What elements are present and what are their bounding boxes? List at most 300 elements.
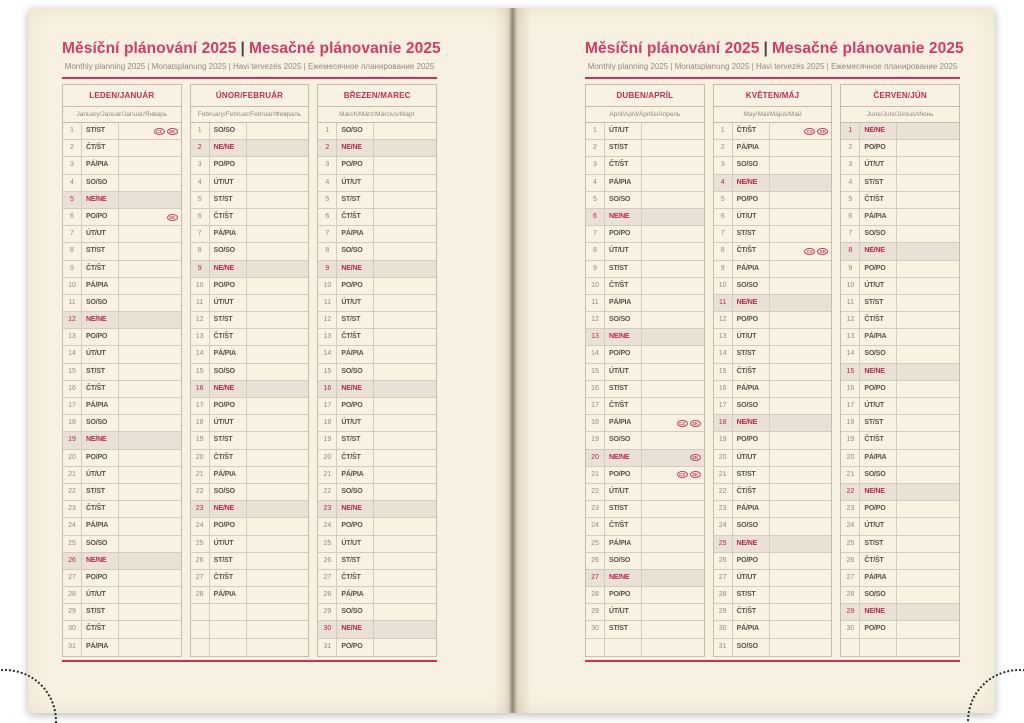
- day-number: 22: [586, 484, 605, 500]
- day-notes-cell: [642, 209, 704, 225]
- day-row: [318, 278, 436, 295]
- day-row: [586, 278, 704, 295]
- day-abbrev: ČT/ŠT: [210, 209, 247, 225]
- day-row: [586, 261, 704, 278]
- day-abbrev: PÁ/PIA: [82, 157, 119, 173]
- day-row: [63, 346, 181, 363]
- day-number: 5: [586, 192, 605, 208]
- day-abbrev: ČT/ŠT: [210, 570, 247, 586]
- day-number: 2: [191, 140, 210, 156]
- day-notes-cell: [642, 123, 704, 139]
- day-notes-cell: [119, 432, 181, 448]
- day-number: 2: [318, 140, 337, 156]
- day-notes-cell: [642, 346, 704, 362]
- day-number: 25: [191, 536, 210, 552]
- day-row: [63, 261, 181, 278]
- day-notes-cell: [770, 415, 832, 431]
- day-row: [191, 295, 309, 312]
- day-notes-cell: [642, 261, 704, 277]
- day-notes-cell: [119, 398, 181, 414]
- day-notes-cell: [119, 157, 181, 173]
- day-abbrev: SO/SO: [733, 518, 770, 534]
- day-abbrev: PÁ/PIA: [860, 570, 897, 586]
- day-abbrev: PÁ/PIA: [605, 175, 642, 191]
- months-row-left: [62, 84, 437, 657]
- day-number: 27: [63, 570, 82, 586]
- day-notes-cell: [642, 295, 704, 311]
- day-row: [586, 192, 704, 209]
- day-number: 17: [586, 398, 605, 414]
- day-notes-cell: [642, 501, 704, 517]
- day-row: [191, 278, 309, 295]
- day-notes-cell: [897, 604, 959, 620]
- day-notes-cell: [119, 175, 181, 191]
- day-number: 26: [714, 553, 733, 569]
- day-notes-cell: [247, 312, 309, 328]
- day-notes-cell: [770, 553, 832, 569]
- day-row-sunday: [191, 501, 309, 518]
- day-number: 23: [714, 501, 733, 517]
- day-row: [191, 570, 309, 587]
- day-number: 23: [318, 501, 337, 517]
- day-abbrev: [605, 639, 642, 656]
- day-abbrev: PÁ/PIA: [733, 621, 770, 637]
- day-abbrev: NE/NE: [337, 621, 374, 637]
- day-abbrev: ÚT/UT: [210, 175, 247, 191]
- day-abbrev: ÚT/UT: [337, 175, 374, 191]
- day-notes-cell: [897, 467, 959, 483]
- day-abbrev: NE/NE: [605, 329, 642, 345]
- day-row: [191, 415, 309, 432]
- month-name: ÚNOR/FEBRUÁR: [191, 85, 309, 107]
- day-number: 28: [586, 587, 605, 603]
- day-number: 31: [63, 639, 82, 656]
- day-number: 29: [318, 604, 337, 620]
- day-abbrev: ÚT/UT: [860, 518, 897, 534]
- page-title-czech: Měsíční plánování 2025: [585, 40, 760, 57]
- day-row: [63, 226, 181, 243]
- day-row: [714, 553, 832, 570]
- day-row: [191, 243, 309, 260]
- day-notes-cell: [119, 639, 181, 656]
- day-number: 4: [191, 175, 210, 191]
- page-title: [62, 40, 441, 58]
- day-notes-cell: [374, 604, 436, 620]
- day-row: [841, 346, 959, 363]
- top-rule: [585, 77, 960, 79]
- day-number: 14: [191, 346, 210, 362]
- day-row: [586, 536, 704, 553]
- day-abbrev: SO/SO: [605, 553, 642, 569]
- day-notes-cell: [374, 364, 436, 380]
- day-notes-cell: [119, 192, 181, 208]
- day-abbrev: ST/ST: [82, 123, 119, 139]
- day-abbrev: ČT/ŠT: [337, 209, 374, 225]
- day-abbrev: NE/NE: [210, 261, 247, 277]
- day-abbrev: PO/PO: [605, 587, 642, 603]
- day-number: 10: [191, 278, 210, 294]
- day-row-sunday: [63, 312, 181, 329]
- day-notes-cell: [247, 295, 309, 311]
- day-row: [191, 536, 309, 553]
- day-abbrev: SO/SO: [605, 432, 642, 448]
- day-abbrev: ST/ST: [605, 261, 642, 277]
- day-row: [191, 518, 309, 535]
- day-number: 22: [841, 484, 860, 500]
- day-abbrev: ČT/ŠT: [733, 243, 770, 259]
- day-abbrev: ÚT/UT: [337, 295, 374, 311]
- day-row: [63, 123, 181, 140]
- day-abbrev: ST/ST: [605, 621, 642, 637]
- day-notes-cell: [770, 295, 832, 311]
- day-row: [63, 570, 181, 587]
- top-rule: [62, 77, 437, 79]
- day-number: 1: [191, 123, 210, 139]
- day-abbrev: ÚT/UT: [860, 398, 897, 414]
- page-title-czech: Měsíční plánování 2025: [62, 40, 237, 57]
- day-row: [63, 175, 181, 192]
- day-row: [63, 209, 181, 226]
- day-abbrev: ST/ST: [82, 604, 119, 620]
- day-abbrev: SO/SO: [860, 226, 897, 242]
- day-number: 5: [318, 192, 337, 208]
- day-notes-cell: [247, 484, 309, 500]
- day-row: [191, 312, 309, 329]
- day-abbrev: ST/ST: [860, 175, 897, 191]
- day-notes-cell: [119, 415, 181, 431]
- day-row: [318, 415, 436, 432]
- day-abbrev: PO/PO: [337, 157, 374, 173]
- day-abbrev: ST/ST: [210, 192, 247, 208]
- day-abbrev: SO/SO: [733, 278, 770, 294]
- day-row: [714, 432, 832, 449]
- day-abbrev: PÁ/PIA: [337, 226, 374, 242]
- day-row: [191, 175, 309, 192]
- day-notes-cell: [374, 278, 436, 294]
- day-abbrev: ČT/ŠT: [337, 329, 374, 345]
- day-notes-cell: [374, 312, 436, 328]
- day-abbrev: SO/SO: [82, 175, 119, 191]
- day-row: [586, 415, 704, 432]
- day-notes-cell: [119, 243, 181, 259]
- day-row: [191, 639, 309, 656]
- day-abbrev: ČT/ŠT: [860, 432, 897, 448]
- day-number: 13: [714, 329, 733, 345]
- day-notes-cell: [897, 157, 959, 173]
- day-number: 27: [318, 570, 337, 586]
- day-notes-cell: [247, 209, 309, 225]
- day-notes-cell: [247, 123, 309, 139]
- day-number: 4: [318, 175, 337, 191]
- day-number: 15: [191, 364, 210, 380]
- day-number: 11: [318, 295, 337, 311]
- holiday-cz-icon: CZ: [677, 471, 688, 478]
- day-abbrev: PÁ/PIA: [733, 381, 770, 397]
- day-number: 7: [714, 226, 733, 242]
- day-row: [714, 209, 832, 226]
- day-row: [586, 295, 704, 312]
- day-notes-cell: [770, 639, 832, 656]
- day-notes-cell: [374, 329, 436, 345]
- day-abbrev: PO/PO: [210, 398, 247, 414]
- day-row: [714, 226, 832, 243]
- day-number: 11: [191, 295, 210, 311]
- day-notes-cell: [642, 157, 704, 173]
- day-row: [63, 484, 181, 501]
- day-number: 5: [714, 192, 733, 208]
- day-notes-cell: [374, 432, 436, 448]
- day-number: 2: [63, 140, 82, 156]
- day-number: 4: [63, 175, 82, 191]
- day-notes-cell: [247, 570, 309, 586]
- day-number: 19: [63, 432, 82, 448]
- day-abbrev: ČT/ŠT: [860, 192, 897, 208]
- day-notes-cell: [770, 381, 832, 397]
- day-row: [586, 621, 704, 638]
- day-abbrev: ČT/ŠT: [337, 570, 374, 586]
- day-notes-cell: [770, 123, 832, 139]
- day-number: 8: [586, 243, 605, 259]
- day-number: 11: [63, 295, 82, 311]
- day-notes-cell: [897, 364, 959, 380]
- day-notes-cell: [247, 157, 309, 173]
- day-abbrev: ÚT/UT: [210, 536, 247, 552]
- day-row: [63, 536, 181, 553]
- day-abbrev: SO/SO: [210, 123, 247, 139]
- day-number: 26: [63, 553, 82, 569]
- day-notes-cell: [770, 604, 832, 620]
- day-row: [714, 312, 832, 329]
- day-row: [191, 604, 309, 621]
- day-row-sunday: [714, 295, 832, 312]
- day-abbrev: ST/ST: [337, 432, 374, 448]
- day-number: 19: [318, 432, 337, 448]
- day-abbrev: SO/SO: [605, 192, 642, 208]
- day-row: [714, 484, 832, 501]
- day-notes-cell: [642, 329, 704, 345]
- day-row-sunday: [191, 381, 309, 398]
- day-abbrev: NE/NE: [860, 243, 897, 259]
- day-number: 9: [318, 261, 337, 277]
- day-abbrev: PO/PO: [733, 192, 770, 208]
- holiday-cz-icon: CZ: [804, 128, 815, 135]
- day-number: 23: [841, 501, 860, 517]
- day-abbrev: PO/PO: [82, 209, 119, 225]
- day-row: [841, 570, 959, 587]
- day-number: 27: [191, 570, 210, 586]
- day-row: [318, 467, 436, 484]
- day-abbrev: ÚT/UT: [82, 467, 119, 483]
- day-row: [586, 346, 704, 363]
- day-number: 14: [318, 346, 337, 362]
- day-row: [191, 157, 309, 174]
- day-row: [63, 278, 181, 295]
- month-subtitle: February/Februar/Február/Февраль: [191, 107, 309, 123]
- day-row: [841, 553, 959, 570]
- month-days: [318, 123, 436, 656]
- day-notes-cell: [770, 536, 832, 552]
- day-abbrev: ČT/ŠT: [733, 364, 770, 380]
- day-notes-cell: [897, 398, 959, 414]
- day-abbrev: PÁ/PIA: [860, 450, 897, 466]
- day-abbrev: NE/NE: [860, 484, 897, 500]
- day-abbrev: NE/NE: [337, 501, 374, 517]
- day-number: 12: [318, 312, 337, 328]
- day-row: [63, 364, 181, 381]
- day-row: [714, 604, 832, 621]
- day-number: 22: [714, 484, 733, 500]
- day-number: 29: [841, 604, 860, 620]
- day-row: [191, 209, 309, 226]
- day-abbrev: ST/ST: [733, 226, 770, 242]
- day-notes-cell: [374, 192, 436, 208]
- day-notes-cell: [247, 398, 309, 414]
- day-notes-cell: [770, 570, 832, 586]
- day-row: [318, 484, 436, 501]
- day-abbrev: SO/SO: [860, 467, 897, 483]
- day-row: [841, 140, 959, 157]
- day-row: [63, 381, 181, 398]
- day-abbrev: ÚT/UT: [605, 364, 642, 380]
- day-notes-cell: [897, 295, 959, 311]
- day-notes-cell: [247, 639, 309, 656]
- day-abbrev: ST/ST: [733, 467, 770, 483]
- day-notes-cell: [770, 329, 832, 345]
- day-number: 7: [841, 226, 860, 242]
- holiday-sk-icon: SK: [817, 248, 828, 255]
- day-notes-cell: [374, 243, 436, 259]
- day-abbrev: PO/PO: [860, 261, 897, 277]
- day-abbrev: ST/ST: [860, 415, 897, 431]
- day-row: [63, 604, 181, 621]
- day-abbrev: [210, 604, 247, 620]
- day-notes-cell: [897, 346, 959, 362]
- day-row: [586, 639, 704, 656]
- title-separator: |: [240, 40, 245, 57]
- day-number: 9: [63, 261, 82, 277]
- day-row: [841, 621, 959, 638]
- day-notes-cell: [897, 621, 959, 637]
- day-number: 22: [63, 484, 82, 500]
- day-number: 10: [714, 278, 733, 294]
- day-abbrev: ÚT/UT: [733, 570, 770, 586]
- day-row: [714, 278, 832, 295]
- day-abbrev: NE/NE: [210, 381, 247, 397]
- day-abbrev: PO/PO: [860, 140, 897, 156]
- day-row: [318, 432, 436, 449]
- day-number: 1: [63, 123, 82, 139]
- day-notes-cell: [247, 467, 309, 483]
- day-notes-cell: [642, 175, 704, 191]
- day-notes-cell: [642, 518, 704, 534]
- day-row: [714, 346, 832, 363]
- day-notes-cell: [642, 536, 704, 552]
- day-abbrev: NE/NE: [733, 536, 770, 552]
- day-row-sunday: [63, 432, 181, 449]
- day-notes-cell: [247, 175, 309, 191]
- day-number: 10: [318, 278, 337, 294]
- day-notes-cell: [119, 450, 181, 466]
- day-notes-cell: [642, 192, 704, 208]
- day-row: [63, 295, 181, 312]
- day-row: [714, 157, 832, 174]
- day-number: 13: [841, 329, 860, 345]
- day-row-sunday: [586, 209, 704, 226]
- day-row: [841, 415, 959, 432]
- day-row: [714, 398, 832, 415]
- day-number: 3: [841, 157, 860, 173]
- day-number: 20: [191, 450, 210, 466]
- day-abbrev: NE/NE: [337, 381, 374, 397]
- day-notes-cell: [897, 501, 959, 517]
- day-abbrev: PÁ/PIA: [82, 278, 119, 294]
- day-notes-cell: [897, 140, 959, 156]
- day-row: [841, 639, 959, 656]
- right-page: [513, 8, 995, 713]
- day-notes-cell: [897, 243, 959, 259]
- day-number: 24: [318, 518, 337, 534]
- holiday-cz-icon: CZ: [804, 248, 815, 255]
- day-abbrev: PÁ/PIA: [210, 467, 247, 483]
- day-notes-cell: [897, 175, 959, 191]
- day-row-sunday: [318, 261, 436, 278]
- day-number: 17: [841, 398, 860, 414]
- day-abbrev: NE/NE: [733, 175, 770, 191]
- day-abbrev: NE/NE: [605, 450, 642, 466]
- day-number: 26: [586, 553, 605, 569]
- day-abbrev: SO/SO: [337, 123, 374, 139]
- holiday-sk-icon: SK: [690, 471, 701, 478]
- day-number: 13: [191, 329, 210, 345]
- day-notes-cell: [642, 140, 704, 156]
- day-notes-cell: [247, 329, 309, 345]
- day-row-sunday: [714, 415, 832, 432]
- month-subtitle: May/Mai/Május/Май: [714, 107, 832, 123]
- day-abbrev: PÁ/PIA: [605, 536, 642, 552]
- day-abbrev: SO/SO: [210, 364, 247, 380]
- day-number: 11: [586, 295, 605, 311]
- day-row: [841, 467, 959, 484]
- day-abbrev: ÚT/UT: [210, 415, 247, 431]
- holiday-sk-icon: SK: [690, 454, 701, 461]
- day-abbrev: ST/ST: [605, 140, 642, 156]
- day-notes-cell: [374, 398, 436, 414]
- day-notes-cell: [119, 346, 181, 362]
- day-notes-cell: [374, 484, 436, 500]
- day-row: [191, 346, 309, 363]
- day-number: 25: [63, 536, 82, 552]
- day-row: [714, 570, 832, 587]
- day-abbrev: ST/ST: [733, 587, 770, 603]
- day-number: [191, 621, 210, 637]
- page-title: [585, 40, 964, 58]
- day-abbrev: ST/ST: [605, 381, 642, 397]
- day-abbrev: ÚT/UT: [605, 123, 642, 139]
- day-row: [318, 604, 436, 621]
- month-table: [317, 84, 437, 657]
- day-abbrev: SO/SO: [605, 312, 642, 328]
- day-notes-cell: [770, 278, 832, 294]
- day-abbrev: PÁ/PIA: [82, 639, 119, 656]
- day-number: 3: [63, 157, 82, 173]
- holiday-sk-icon: SK: [817, 128, 828, 135]
- day-abbrev: ČT/ŠT: [337, 450, 374, 466]
- day-abbrev: ÚT/UT: [733, 209, 770, 225]
- holiday-sk-icon: SK: [690, 420, 701, 427]
- day-abbrev: ČT/ŠT: [82, 501, 119, 517]
- day-notes-cell: [374, 570, 436, 586]
- day-number: 25: [318, 536, 337, 552]
